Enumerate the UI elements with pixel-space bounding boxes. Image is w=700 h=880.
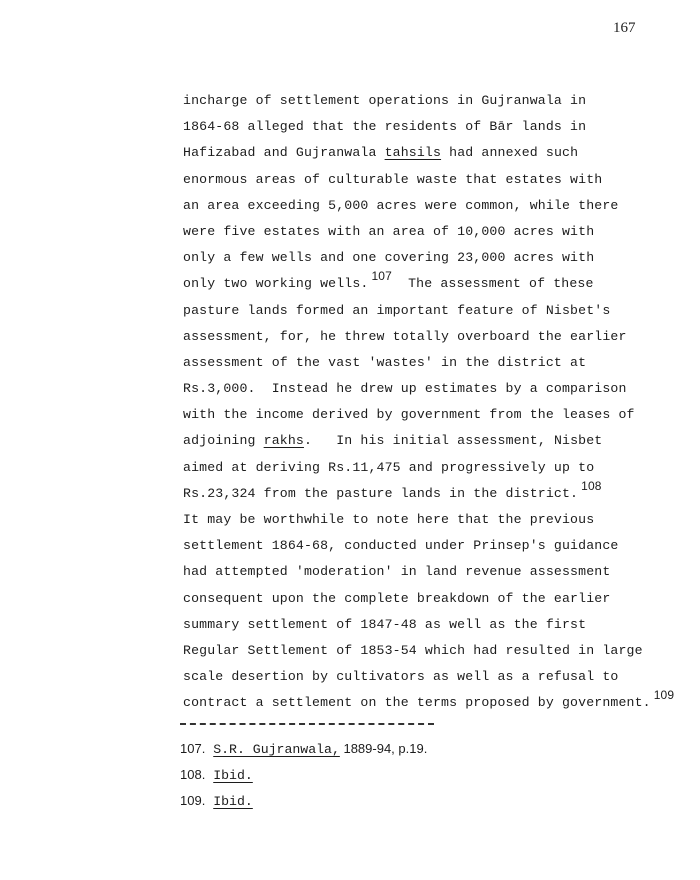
footnote-source: S.R. Gujranwala,: [213, 742, 340, 757]
text-line: [183, 428, 663, 454]
footnote-ref-107: 107: [371, 269, 392, 284]
text-line: had attempted 'moderation' in land revenue assessment: [183, 564, 611, 580]
text-segment: Hafizabad and Gujranwala: [183, 145, 385, 161]
text-line: consequent upon the complete breakdown of the earlier: [183, 590, 611, 606]
text-line: Regular Settlement of 1853-54 which had resulted in large: [183, 642, 643, 658]
footnote-separator: [180, 723, 434, 725]
text-line: [183, 688, 675, 716]
text-line: scale desertion by cultivators as well as a refusal to: [183, 669, 619, 685]
text-line: enormous areas of culturable waste that estates with: [183, 171, 603, 187]
text-line: incharge of settlement operations in Gujranwala in: [183, 93, 587, 108]
footnote-109: [180, 788, 427, 814]
footnote-number: 109.: [180, 793, 206, 808]
text-line: aimed at deriving Rs.11,475 and progressively up to: [183, 459, 595, 475]
footnote-details: 1889-94, p.19.: [339, 741, 428, 756]
text-line: settlement 1864-68, conducted under Prinsep's guidance: [183, 538, 619, 554]
underlined-term: tahsils: [384, 145, 442, 161]
text-segment: only two working wells.: [183, 276, 369, 292]
text-line: an area exceeding 5,000 acres were common, while there: [183, 197, 619, 213]
text-line: Rs.3,000. Instead he drew up estimates by a comparison: [183, 381, 627, 397]
footnote-number: 107.: [180, 741, 206, 756]
footnote-ref-108: 108: [581, 478, 602, 493]
text-line: pasture lands formed an important feature of Nisbet's: [183, 302, 611, 318]
text-line: assessment, for, he threw totally overboard the earlier: [183, 328, 627, 344]
footnote-source: Ibid.: [213, 768, 253, 783]
text-line: [183, 140, 663, 166]
text-line: assessment of the vast 'wastes' in the district at: [183, 354, 587, 370]
text-segment: had annexed such: [441, 145, 579, 161]
text-line: with the income derived by government from the leases of: [183, 407, 635, 423]
text-line: summary settlement of 1847-48 as well as the first: [183, 616, 587, 632]
text-line: 1864-68 alleged that the residents of Bār lands in: [183, 119, 587, 135]
footnote-107: [180, 736, 427, 762]
text-line: only a few wells and one covering 23,000 acres with: [183, 250, 595, 266]
text-segment: Rs.23,324 from the pasture lands in the district.: [183, 485, 579, 501]
underlined-term: rakhs: [263, 433, 304, 449]
footnote-ref-109: 109: [653, 688, 675, 703]
footnote-number: 108.: [180, 767, 206, 782]
text-segment: The assessment of these: [391, 276, 594, 292]
text-segment: adjoining: [183, 433, 264, 449]
text-segment: . In his initial assessment, Nisbet: [303, 433, 603, 449]
footnote-source: Ibid.: [213, 794, 253, 809]
text-line: [183, 271, 663, 297]
footnotes: [180, 736, 427, 814]
body-paragraph: [183, 88, 675, 717]
footnote-108: [180, 762, 427, 788]
page-number: 167: [613, 20, 636, 36]
text-line: were five estates with an area of 10,000 acres with: [183, 223, 595, 239]
text-line: It may be worthwhile to note here that the previous: [183, 512, 595, 527]
text-segment: contract a settlement on the terms proposed by government.: [183, 695, 651, 711]
text-line: [183, 478, 663, 507]
